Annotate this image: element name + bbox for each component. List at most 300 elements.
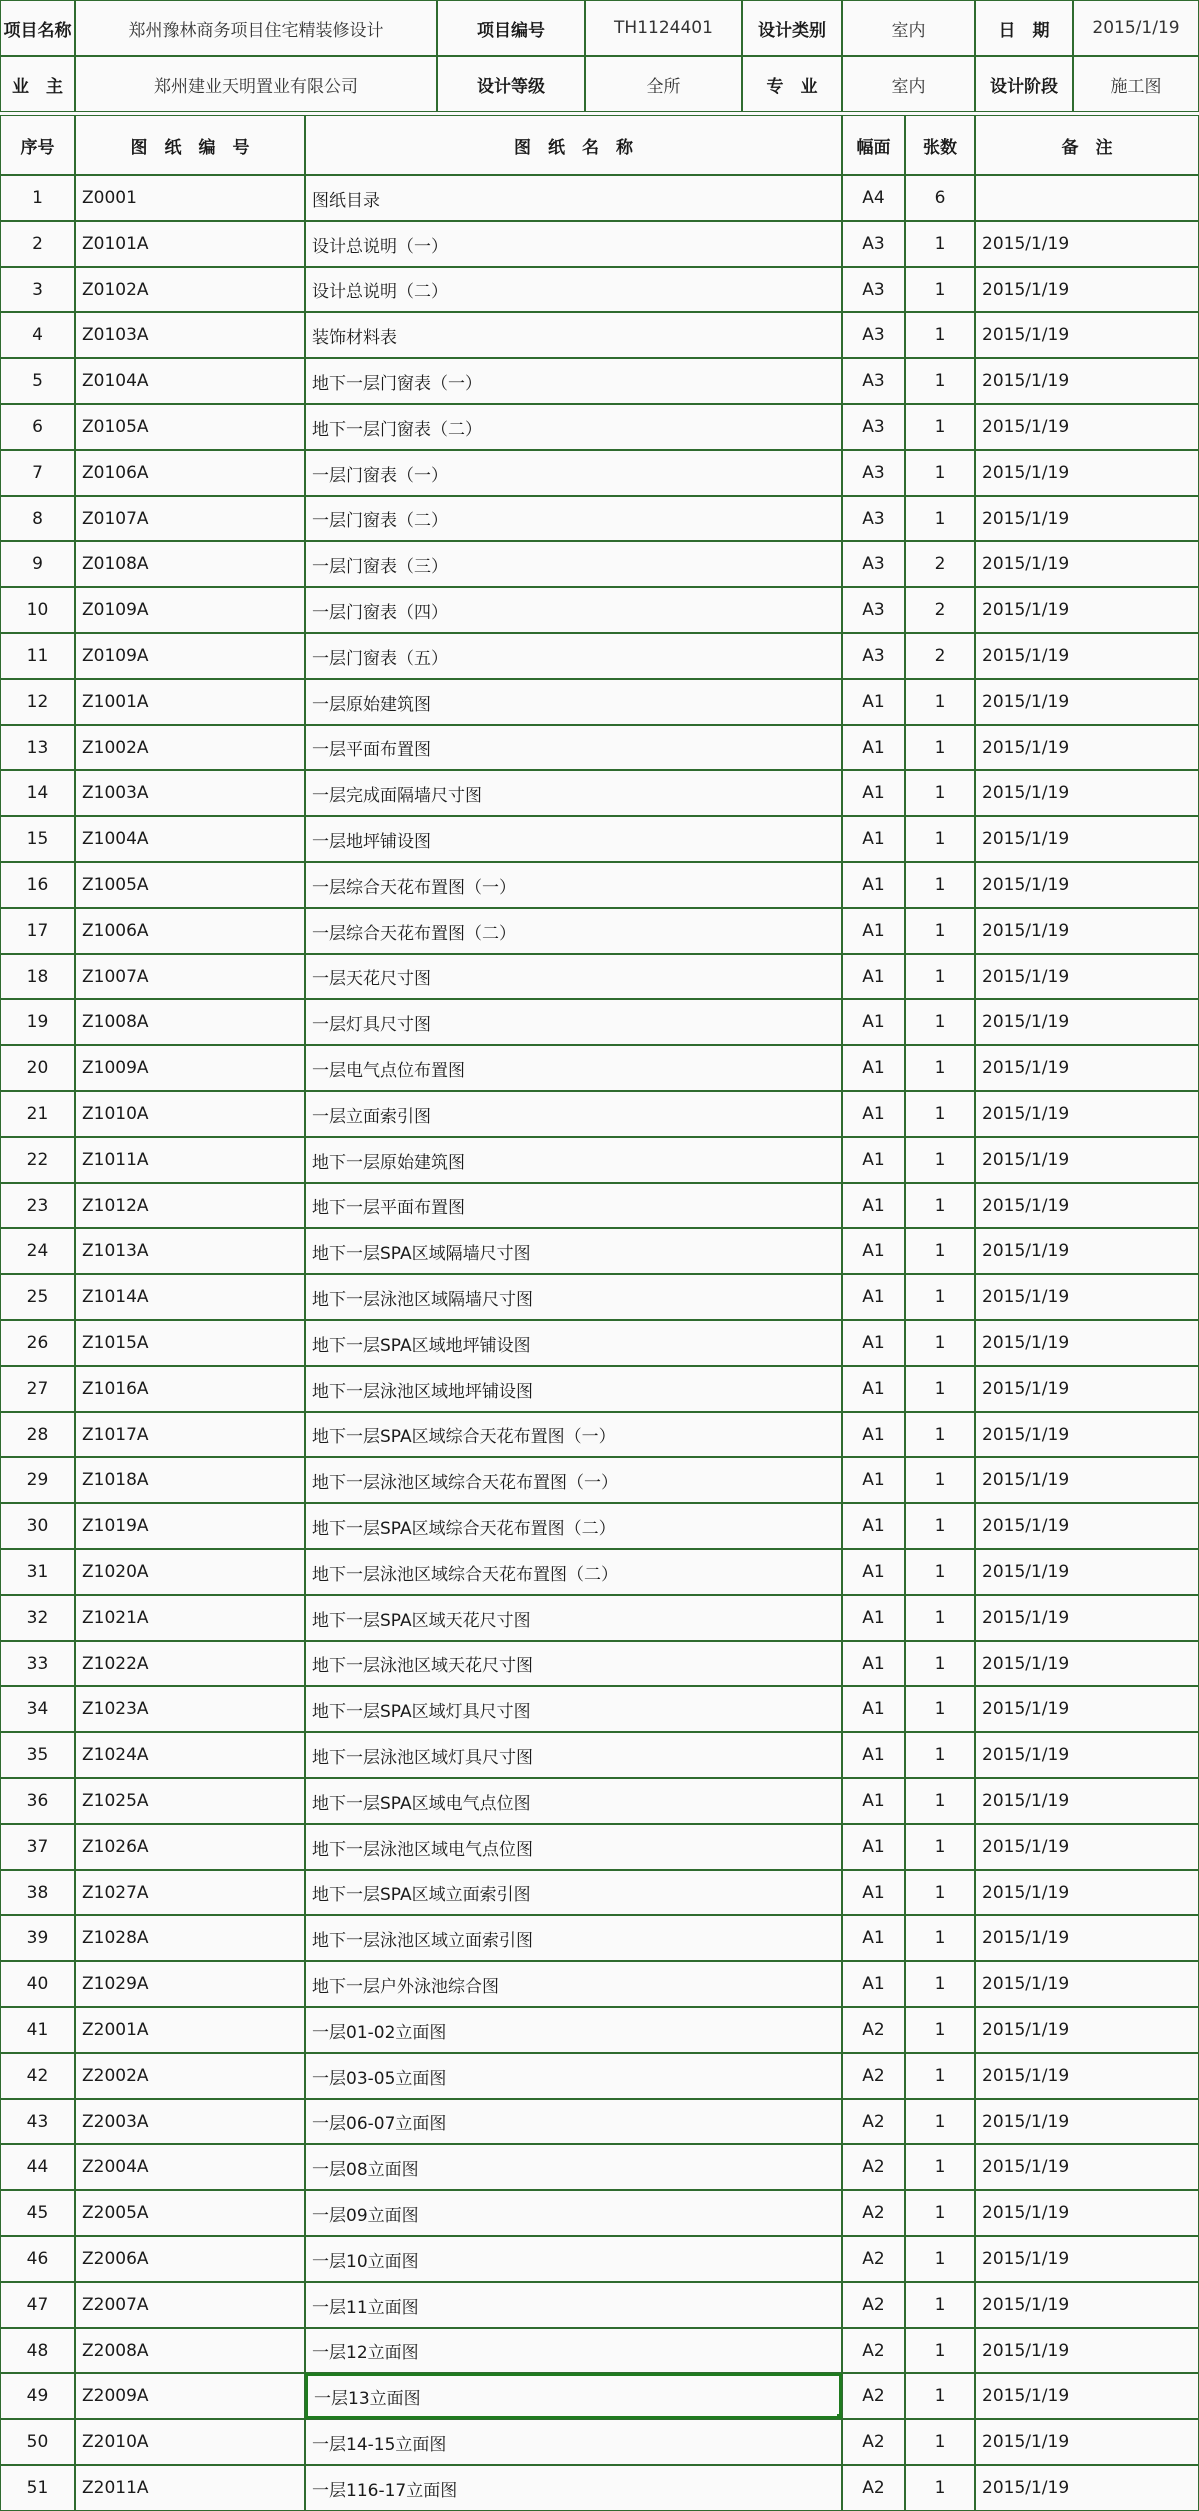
table-cell-serial-number[interactable]: 7 (0, 450, 75, 496)
table-cell-remarks[interactable]: 2015/1/19 (975, 2328, 1199, 2373)
table-cell-sheet-count[interactable]: 1 (905, 1778, 975, 1824)
table-cell-remarks[interactable]: 2015/1/19 (975, 2373, 1199, 2419)
table-cell-drawing-number[interactable]: Z2006A (75, 2236, 305, 2282)
table-cell-drawing-name[interactable]: 地下一层泳池区域立面索引图 (305, 1915, 842, 1961)
table-cell-drawing-name[interactable]: 图纸目录 (305, 175, 842, 221)
table-cell-sheet-size[interactable]: A1 (842, 1137, 905, 1183)
table-cell-serial-number[interactable]: 35 (0, 1732, 75, 1778)
table-cell-remarks[interactable]: 2015/1/19 (975, 1412, 1199, 1457)
table-cell-drawing-number[interactable]: Z0102A (75, 267, 305, 312)
table-cell-remarks[interactable]: 2015/1/19 (975, 679, 1199, 725)
table-cell-serial-number[interactable]: 8 (0, 496, 75, 541)
table-cell-remarks[interactable]: 2015/1/19 (975, 1183, 1199, 1228)
table-cell-remarks[interactable]: 2015/1/19 (975, 2144, 1199, 2190)
table-cell-drawing-number[interactable]: Z0109A (75, 633, 305, 679)
table-cell-sheet-count[interactable]: 1 (905, 954, 975, 999)
table-cell-drawing-name[interactable]: 一层09立面图 (305, 2190, 842, 2236)
table-cell-sheet-size[interactable]: A1 (842, 1595, 905, 1641)
table-cell-remarks[interactable]: 2015/1/19 (975, 954, 1199, 999)
table-cell-sheet-size[interactable]: A1 (842, 679, 905, 725)
table-cell-remarks[interactable] (975, 175, 1199, 221)
column-header-drawing-name[interactable]: 图 纸 名 称 (305, 115, 842, 175)
table-cell-serial-number[interactable]: 15 (0, 816, 75, 862)
table-cell-drawing-number[interactable]: Z1024A (75, 1732, 305, 1778)
table-cell-sheet-count[interactable]: 1 (905, 1457, 975, 1503)
table-cell-sheet-size[interactable]: A1 (842, 1915, 905, 1961)
table-cell-sheet-size[interactable]: A3 (842, 541, 905, 587)
table-cell-sheet-count[interactable]: 1 (905, 2190, 975, 2236)
table-cell-sheet-size[interactable]: A2 (842, 2099, 905, 2144)
table-cell-serial-number[interactable]: 48 (0, 2328, 75, 2373)
table-cell-serial-number[interactable]: 18 (0, 954, 75, 999)
table-cell-serial-number[interactable]: 20 (0, 1045, 75, 1091)
info-label[interactable]: 设计等级 (437, 56, 585, 112)
table-cell-sheet-size[interactable]: A1 (842, 1732, 905, 1778)
table-cell-remarks[interactable]: 2015/1/19 (975, 1732, 1199, 1778)
table-cell-sheet-count[interactable]: 1 (905, 1824, 975, 1870)
table-cell-sheet-count[interactable]: 1 (905, 908, 975, 954)
table-cell-serial-number[interactable]: 38 (0, 1870, 75, 1915)
table-cell-serial-number[interactable]: 23 (0, 1183, 75, 1228)
table-cell-sheet-size[interactable]: A1 (842, 954, 905, 999)
table-cell-sheet-count[interactable]: 1 (905, 1686, 975, 1732)
table-cell-remarks[interactable]: 2015/1/19 (975, 908, 1199, 954)
table-cell-drawing-number[interactable]: Z0107A (75, 496, 305, 541)
table-cell-drawing-name[interactable]: 地下一层泳池区域综合天花布置图（二） (305, 1549, 842, 1595)
table-cell-sheet-size[interactable]: A1 (842, 999, 905, 1045)
table-cell-remarks[interactable]: 2015/1/19 (975, 404, 1199, 450)
table-cell-sheet-size[interactable]: A1 (842, 1412, 905, 1457)
selected-cell[interactable]: 一层13立面图 (305, 2373, 842, 2419)
table-cell-remarks[interactable]: 2015/1/19 (975, 2282, 1199, 2328)
info-label[interactable]: 专 业 (742, 56, 842, 112)
table-cell-drawing-name[interactable]: 一层03-05立面图 (305, 2053, 842, 2099)
table-cell-drawing-name[interactable]: 一层平面布置图 (305, 725, 842, 770)
table-cell-sheet-size[interactable]: A2 (842, 2282, 905, 2328)
table-cell-sheet-count[interactable]: 6 (905, 175, 975, 221)
table-cell-serial-number[interactable]: 33 (0, 1641, 75, 1686)
table-cell-drawing-number[interactable]: Z0101A (75, 221, 305, 267)
table-cell-sheet-size[interactable]: A1 (842, 1091, 905, 1137)
table-cell-sheet-size[interactable]: A3 (842, 404, 905, 450)
table-cell-drawing-number[interactable]: Z1026A (75, 1824, 305, 1870)
table-cell-drawing-name[interactable]: 地下一层泳池区域天花尺寸图 (305, 1641, 842, 1686)
table-cell-drawing-name[interactable]: 地下一层门窗表（二） (305, 404, 842, 450)
table-cell-serial-number[interactable]: 34 (0, 1686, 75, 1732)
table-cell-remarks[interactable]: 2015/1/19 (975, 1549, 1199, 1595)
table-cell-sheet-size[interactable]: A1 (842, 1274, 905, 1320)
table-cell-drawing-number[interactable]: Z1001A (75, 679, 305, 725)
table-cell-sheet-size[interactable]: A3 (842, 450, 905, 496)
table-cell-sheet-count[interactable]: 1 (905, 1870, 975, 1915)
table-cell-remarks[interactable]: 2015/1/19 (975, 2236, 1199, 2282)
table-cell-drawing-name[interactable]: 一层综合天花布置图（二） (305, 908, 842, 954)
table-cell-sheet-size[interactable]: A1 (842, 1183, 905, 1228)
info-label[interactable]: 日 期 (975, 0, 1073, 56)
table-cell-drawing-name[interactable]: 一层01-02立面图 (305, 2007, 842, 2053)
table-cell-drawing-number[interactable]: Z1002A (75, 725, 305, 770)
table-cell-remarks[interactable]: 2015/1/19 (975, 2099, 1199, 2144)
table-cell-serial-number[interactable]: 17 (0, 908, 75, 954)
table-cell-drawing-name[interactable]: 一层综合天花布置图（一） (305, 862, 842, 908)
table-cell-drawing-name[interactable]: 一层门窗表（四） (305, 587, 842, 633)
table-cell-drawing-name[interactable]: 地下一层SPA区域地坪铺设图 (305, 1320, 842, 1366)
table-cell-sheet-count[interactable]: 1 (905, 770, 975, 816)
table-cell-sheet-count[interactable]: 1 (905, 2465, 975, 2511)
table-cell-sheet-count[interactable]: 2 (905, 587, 975, 633)
table-cell-drawing-name[interactable]: 地下一层泳池区域地坪铺设图 (305, 1366, 842, 1412)
table-cell-remarks[interactable]: 2015/1/19 (975, 1824, 1199, 1870)
info-value[interactable]: 郑州建业天明置业有限公司 (75, 56, 437, 112)
table-cell-remarks[interactable]: 2015/1/19 (975, 770, 1199, 816)
table-cell-sheet-count[interactable]: 1 (905, 1137, 975, 1183)
table-cell-sheet-size[interactable]: A3 (842, 312, 905, 358)
info-value[interactable]: 室内 (842, 56, 975, 112)
table-cell-drawing-number[interactable]: Z1020A (75, 1549, 305, 1595)
table-cell-drawing-number[interactable]: Z1003A (75, 770, 305, 816)
table-cell-remarks[interactable]: 2015/1/19 (975, 1641, 1199, 1686)
table-cell-drawing-number[interactable]: Z2008A (75, 2328, 305, 2373)
table-cell-drawing-number[interactable]: Z0105A (75, 404, 305, 450)
table-cell-sheet-count[interactable]: 1 (905, 1320, 975, 1366)
table-cell-sheet-size[interactable]: A1 (842, 1045, 905, 1091)
table-cell-drawing-name[interactable]: 一层08立面图 (305, 2144, 842, 2190)
table-cell-sheet-count[interactable]: 1 (905, 450, 975, 496)
table-cell-serial-number[interactable]: 32 (0, 1595, 75, 1641)
table-cell-sheet-size[interactable]: A1 (842, 1961, 905, 2007)
table-cell-sheet-count[interactable]: 1 (905, 999, 975, 1045)
table-cell-remarks[interactable]: 2015/1/19 (975, 633, 1199, 679)
table-cell-drawing-number[interactable]: Z1018A (75, 1457, 305, 1503)
table-cell-remarks[interactable]: 2015/1/19 (975, 1137, 1199, 1183)
table-cell-sheet-size[interactable]: A4 (842, 175, 905, 221)
table-cell-sheet-size[interactable]: A2 (842, 2236, 905, 2282)
table-cell-sheet-count[interactable]: 1 (905, 1183, 975, 1228)
table-cell-drawing-name[interactable]: 地下一层泳池区域综合天花布置图（一） (305, 1457, 842, 1503)
table-cell-drawing-number[interactable]: Z0109A (75, 587, 305, 633)
table-cell-sheet-size[interactable]: A1 (842, 1228, 905, 1274)
info-value[interactable]: 郑州豫林商务项目住宅精装修设计 (75, 0, 437, 56)
table-cell-drawing-name[interactable]: 地下一层泳池区域电气点位图 (305, 1824, 842, 1870)
table-cell-drawing-number[interactable]: Z0106A (75, 450, 305, 496)
table-cell-serial-number[interactable]: 26 (0, 1320, 75, 1366)
table-cell-sheet-count[interactable]: 1 (905, 312, 975, 358)
table-cell-remarks[interactable]: 2015/1/19 (975, 816, 1199, 862)
table-cell-drawing-number[interactable]: Z2003A (75, 2099, 305, 2144)
table-cell-drawing-name[interactable]: 一层10立面图 (305, 2236, 842, 2282)
info-value[interactable]: 施工图 (1073, 56, 1199, 112)
table-cell-drawing-name[interactable]: 地下一层SPA区域立面索引图 (305, 1870, 842, 1915)
table-cell-serial-number[interactable]: 39 (0, 1915, 75, 1961)
table-cell-drawing-number[interactable]: Z2005A (75, 2190, 305, 2236)
table-cell-serial-number[interactable]: 46 (0, 2236, 75, 2282)
table-cell-sheet-count[interactable]: 1 (905, 2007, 975, 2053)
table-cell-drawing-number[interactable]: Z2004A (75, 2144, 305, 2190)
table-cell-sheet-size[interactable]: A1 (842, 770, 905, 816)
column-header-remarks[interactable]: 备 注 (975, 115, 1199, 175)
table-cell-sheet-size[interactable]: A2 (842, 2328, 905, 2373)
table-cell-sheet-count[interactable]: 1 (905, 1274, 975, 1320)
table-cell-serial-number[interactable]: 22 (0, 1137, 75, 1183)
table-cell-drawing-number[interactable]: Z1017A (75, 1412, 305, 1457)
table-cell-drawing-number[interactable]: Z2007A (75, 2282, 305, 2328)
table-cell-sheet-size[interactable]: A3 (842, 267, 905, 312)
table-cell-drawing-name[interactable]: 地下一层SPA区域隔墙尺寸图 (305, 1228, 842, 1274)
column-header-sheet-count[interactable]: 张数 (905, 115, 975, 175)
table-cell-serial-number[interactable]: 11 (0, 633, 75, 679)
table-cell-drawing-name[interactable]: 一层门窗表（三） (305, 541, 842, 587)
table-cell-drawing-number[interactable]: Z1021A (75, 1595, 305, 1641)
table-cell-drawing-number[interactable]: Z1023A (75, 1686, 305, 1732)
table-cell-remarks[interactable]: 2015/1/19 (975, 999, 1199, 1045)
table-cell-drawing-name[interactable]: 一层天花尺寸图 (305, 954, 842, 999)
table-cell-sheet-size[interactable]: A3 (842, 496, 905, 541)
table-cell-sheet-size[interactable]: A3 (842, 358, 905, 404)
table-cell-sheet-size[interactable]: A1 (842, 1870, 905, 1915)
table-cell-serial-number[interactable]: 36 (0, 1778, 75, 1824)
table-cell-sheet-size[interactable]: A1 (842, 1503, 905, 1549)
table-cell-sheet-count[interactable]: 1 (905, 2373, 975, 2419)
table-cell-serial-number[interactable]: 10 (0, 587, 75, 633)
table-cell-serial-number[interactable]: 29 (0, 1457, 75, 1503)
table-cell-sheet-count[interactable]: 1 (905, 679, 975, 725)
table-cell-serial-number[interactable]: 16 (0, 862, 75, 908)
table-cell-drawing-name[interactable]: 地下一层泳池区域隔墙尺寸图 (305, 1274, 842, 1320)
table-cell-drawing-name[interactable]: 设计总说明（一） (305, 221, 842, 267)
table-cell-serial-number[interactable]: 19 (0, 999, 75, 1045)
table-cell-remarks[interactable]: 2015/1/19 (975, 1961, 1199, 2007)
info-label[interactable]: 业 主 (0, 56, 75, 112)
table-cell-drawing-number[interactable]: Z1012A (75, 1183, 305, 1228)
table-cell-sheet-size[interactable]: A1 (842, 1641, 905, 1686)
table-cell-serial-number[interactable]: 42 (0, 2053, 75, 2099)
table-cell-remarks[interactable]: 2015/1/19 (975, 1320, 1199, 1366)
table-cell-serial-number[interactable]: 25 (0, 1274, 75, 1320)
table-cell-serial-number[interactable]: 44 (0, 2144, 75, 2190)
table-cell-remarks[interactable]: 2015/1/19 (975, 312, 1199, 358)
table-cell-remarks[interactable]: 2015/1/19 (975, 1870, 1199, 1915)
table-cell-drawing-name[interactable]: 一层14-15立面图 (305, 2419, 842, 2465)
table-cell-sheet-count[interactable]: 1 (905, 2053, 975, 2099)
info-label[interactable]: 项目编号 (437, 0, 585, 56)
table-cell-remarks[interactable]: 2015/1/19 (975, 1686, 1199, 1732)
table-cell-remarks[interactable]: 2015/1/19 (975, 1915, 1199, 1961)
table-cell-serial-number[interactable]: 27 (0, 1366, 75, 1412)
table-cell-sheet-size[interactable]: A2 (842, 2053, 905, 2099)
table-cell-remarks[interactable]: 2015/1/19 (975, 862, 1199, 908)
table-cell-drawing-name[interactable]: 装饰材料表 (305, 312, 842, 358)
table-cell-serial-number[interactable]: 24 (0, 1228, 75, 1274)
table-cell-remarks[interactable]: 2015/1/19 (975, 496, 1199, 541)
table-cell-sheet-count[interactable]: 1 (905, 221, 975, 267)
info-label[interactable]: 项目名称 (0, 0, 75, 56)
table-cell-sheet-size[interactable]: A2 (842, 2007, 905, 2053)
table-cell-drawing-number[interactable]: Z0103A (75, 312, 305, 358)
column-header-serial-number[interactable]: 序号 (0, 115, 75, 175)
table-cell-drawing-name[interactable]: 一层门窗表（一） (305, 450, 842, 496)
table-cell-serial-number[interactable]: 2 (0, 221, 75, 267)
table-cell-sheet-count[interactable]: 1 (905, 2419, 975, 2465)
table-cell-serial-number[interactable]: 31 (0, 1549, 75, 1595)
table-cell-sheet-count[interactable]: 1 (905, 1549, 975, 1595)
table-cell-drawing-number[interactable]: Z2002A (75, 2053, 305, 2099)
info-value[interactable]: 全所 (585, 56, 742, 112)
table-cell-sheet-count[interactable]: 1 (905, 2236, 975, 2282)
table-cell-drawing-number[interactable]: Z2010A (75, 2419, 305, 2465)
table-cell-remarks[interactable]: 2015/1/19 (975, 1503, 1199, 1549)
table-cell-drawing-number[interactable]: Z1010A (75, 1091, 305, 1137)
table-cell-sheet-count[interactable]: 2 (905, 633, 975, 679)
table-cell-remarks[interactable]: 2015/1/19 (975, 358, 1199, 404)
table-cell-drawing-name[interactable]: 一层原始建筑图 (305, 679, 842, 725)
table-cell-sheet-count[interactable]: 1 (905, 862, 975, 908)
table-cell-drawing-name[interactable]: 一层灯具尺寸图 (305, 999, 842, 1045)
table-cell-sheet-count[interactable]: 1 (905, 2328, 975, 2373)
info-label[interactable]: 设计类别 (742, 0, 842, 56)
table-cell-drawing-number[interactable]: Z1011A (75, 1137, 305, 1183)
table-cell-drawing-name[interactable]: 地下一层门窗表（一） (305, 358, 842, 404)
table-cell-sheet-size[interactable]: A1 (842, 1778, 905, 1824)
table-cell-serial-number[interactable]: 50 (0, 2419, 75, 2465)
table-cell-sheet-count[interactable]: 1 (905, 816, 975, 862)
table-cell-drawing-number[interactable]: Z1028A (75, 1915, 305, 1961)
table-cell-drawing-name[interactable]: 地下一层原始建筑图 (305, 1137, 842, 1183)
table-cell-remarks[interactable]: 2015/1/19 (975, 541, 1199, 587)
table-cell-sheet-size[interactable]: A1 (842, 816, 905, 862)
table-cell-serial-number[interactable]: 30 (0, 1503, 75, 1549)
table-cell-drawing-name[interactable]: 一层立面索引图 (305, 1091, 842, 1137)
table-cell-remarks[interactable]: 2015/1/19 (975, 1274, 1199, 1320)
table-cell-remarks[interactable]: 2015/1/19 (975, 1366, 1199, 1412)
table-cell-drawing-number[interactable]: Z1022A (75, 1641, 305, 1686)
table-cell-serial-number[interactable]: 21 (0, 1091, 75, 1137)
table-cell-drawing-number[interactable]: Z1013A (75, 1228, 305, 1274)
table-cell-sheet-count[interactable]: 1 (905, 1045, 975, 1091)
info-label[interactable]: 设计阶段 (975, 56, 1073, 112)
table-cell-drawing-name[interactable]: 地下一层SPA区域综合天花布置图（二） (305, 1503, 842, 1549)
table-cell-serial-number[interactable]: 45 (0, 2190, 75, 2236)
column-header-drawing-number[interactable]: 图 纸 编 号 (75, 115, 305, 175)
table-cell-serial-number[interactable]: 6 (0, 404, 75, 450)
table-cell-sheet-size[interactable]: A1 (842, 1366, 905, 1412)
table-cell-remarks[interactable]: 2015/1/19 (975, 1228, 1199, 1274)
table-cell-remarks[interactable]: 2015/1/19 (975, 2190, 1199, 2236)
table-cell-remarks[interactable]: 2015/1/19 (975, 267, 1199, 312)
table-cell-remarks[interactable]: 2015/1/19 (975, 1778, 1199, 1824)
table-cell-drawing-number[interactable]: Z1027A (75, 1870, 305, 1915)
table-cell-sheet-size[interactable]: A2 (842, 2373, 905, 2419)
table-cell-drawing-name[interactable]: 一层11立面图 (305, 2282, 842, 2328)
table-cell-sheet-size[interactable]: A2 (842, 2465, 905, 2511)
table-cell-drawing-number[interactable]: Z1015A (75, 1320, 305, 1366)
table-cell-remarks[interactable]: 2015/1/19 (975, 725, 1199, 770)
table-cell-sheet-count[interactable]: 1 (905, 1228, 975, 1274)
table-cell-serial-number[interactable]: 37 (0, 1824, 75, 1870)
table-cell-serial-number[interactable]: 13 (0, 725, 75, 770)
table-cell-drawing-number[interactable]: Z1006A (75, 908, 305, 954)
table-cell-sheet-count[interactable]: 1 (905, 1503, 975, 1549)
table-cell-serial-number[interactable]: 49 (0, 2373, 75, 2419)
table-cell-sheet-size[interactable]: A2 (842, 2419, 905, 2465)
table-cell-drawing-number[interactable]: Z1019A (75, 1503, 305, 1549)
table-cell-drawing-number[interactable]: Z1004A (75, 816, 305, 862)
table-cell-drawing-number[interactable]: Z0108A (75, 541, 305, 587)
table-cell-drawing-name[interactable]: 一层12立面图 (305, 2328, 842, 2373)
table-cell-drawing-name[interactable]: 地下一层SPA区域电气点位图 (305, 1778, 842, 1824)
table-cell-sheet-count[interactable]: 1 (905, 1915, 975, 1961)
table-cell-serial-number[interactable]: 28 (0, 1412, 75, 1457)
table-cell-remarks[interactable]: 2015/1/19 (975, 2465, 1199, 2511)
table-cell-sheet-size[interactable]: A1 (842, 725, 905, 770)
table-cell-drawing-number[interactable]: Z1005A (75, 862, 305, 908)
table-cell-drawing-name[interactable]: 地下一层SPA区域综合天花布置图（一） (305, 1412, 842, 1457)
table-cell-sheet-size[interactable]: A1 (842, 1457, 905, 1503)
table-cell-remarks[interactable]: 2015/1/19 (975, 2419, 1199, 2465)
table-cell-sheet-count[interactable]: 1 (905, 404, 975, 450)
table-cell-sheet-count[interactable]: 1 (905, 1961, 975, 2007)
table-cell-drawing-number[interactable]: Z1025A (75, 1778, 305, 1824)
table-cell-drawing-number[interactable]: Z1008A (75, 999, 305, 1045)
table-cell-serial-number[interactable]: 1 (0, 175, 75, 221)
table-cell-sheet-size[interactable]: A1 (842, 1686, 905, 1732)
table-cell-sheet-count[interactable]: 2 (905, 541, 975, 587)
table-cell-drawing-number[interactable]: Z1007A (75, 954, 305, 999)
table-cell-sheet-count[interactable]: 1 (905, 1641, 975, 1686)
table-cell-sheet-size[interactable]: A1 (842, 1320, 905, 1366)
info-value[interactable]: 室内 (842, 0, 975, 56)
table-cell-sheet-count[interactable]: 1 (905, 2282, 975, 2328)
table-cell-sheet-size[interactable]: A2 (842, 2190, 905, 2236)
table-cell-sheet-size[interactable]: A1 (842, 862, 905, 908)
table-cell-remarks[interactable]: 2015/1/19 (975, 1091, 1199, 1137)
table-cell-sheet-count[interactable]: 1 (905, 1595, 975, 1641)
table-cell-remarks[interactable]: 2015/1/19 (975, 221, 1199, 267)
table-cell-serial-number[interactable]: 43 (0, 2099, 75, 2144)
table-cell-sheet-count[interactable]: 1 (905, 725, 975, 770)
table-cell-sheet-count[interactable]: 1 (905, 496, 975, 541)
table-cell-sheet-count[interactable]: 1 (905, 1091, 975, 1137)
table-cell-sheet-size[interactable]: A1 (842, 1549, 905, 1595)
table-cell-serial-number[interactable]: 5 (0, 358, 75, 404)
table-cell-sheet-count[interactable]: 1 (905, 1412, 975, 1457)
table-cell-sheet-size[interactable]: A3 (842, 633, 905, 679)
table-cell-sheet-count[interactable]: 1 (905, 358, 975, 404)
table-cell-sheet-size[interactable]: A1 (842, 1824, 905, 1870)
table-cell-sheet-count[interactable]: 1 (905, 2099, 975, 2144)
table-cell-serial-number[interactable]: 9 (0, 541, 75, 587)
table-cell-serial-number[interactable]: 14 (0, 770, 75, 816)
table-cell-remarks[interactable]: 2015/1/19 (975, 587, 1199, 633)
info-value[interactable]: TH1124401 (585, 0, 742, 56)
table-cell-drawing-name[interactable]: 一层完成面隔墙尺寸图 (305, 770, 842, 816)
column-header-sheet-size[interactable]: 幅面 (842, 115, 905, 175)
table-cell-serial-number[interactable]: 41 (0, 2007, 75, 2053)
table-cell-sheet-size[interactable]: A2 (842, 2144, 905, 2190)
table-cell-drawing-number[interactable]: Z2009A (75, 2373, 305, 2419)
table-cell-serial-number[interactable]: 3 (0, 267, 75, 312)
table-cell-serial-number[interactable]: 40 (0, 1961, 75, 2007)
table-cell-remarks[interactable]: 2015/1/19 (975, 1045, 1199, 1091)
table-cell-drawing-number[interactable]: Z1016A (75, 1366, 305, 1412)
table-cell-serial-number[interactable]: 51 (0, 2465, 75, 2511)
table-cell-remarks[interactable]: 2015/1/19 (975, 450, 1199, 496)
table-cell-serial-number[interactable]: 47 (0, 2282, 75, 2328)
table-cell-sheet-count[interactable]: 1 (905, 267, 975, 312)
info-value[interactable]: 2015/1/19 (1073, 0, 1199, 56)
table-cell-serial-number[interactable]: 4 (0, 312, 75, 358)
table-cell-remarks[interactable]: 2015/1/19 (975, 1457, 1199, 1503)
table-cell-sheet-count[interactable]: 1 (905, 2144, 975, 2190)
